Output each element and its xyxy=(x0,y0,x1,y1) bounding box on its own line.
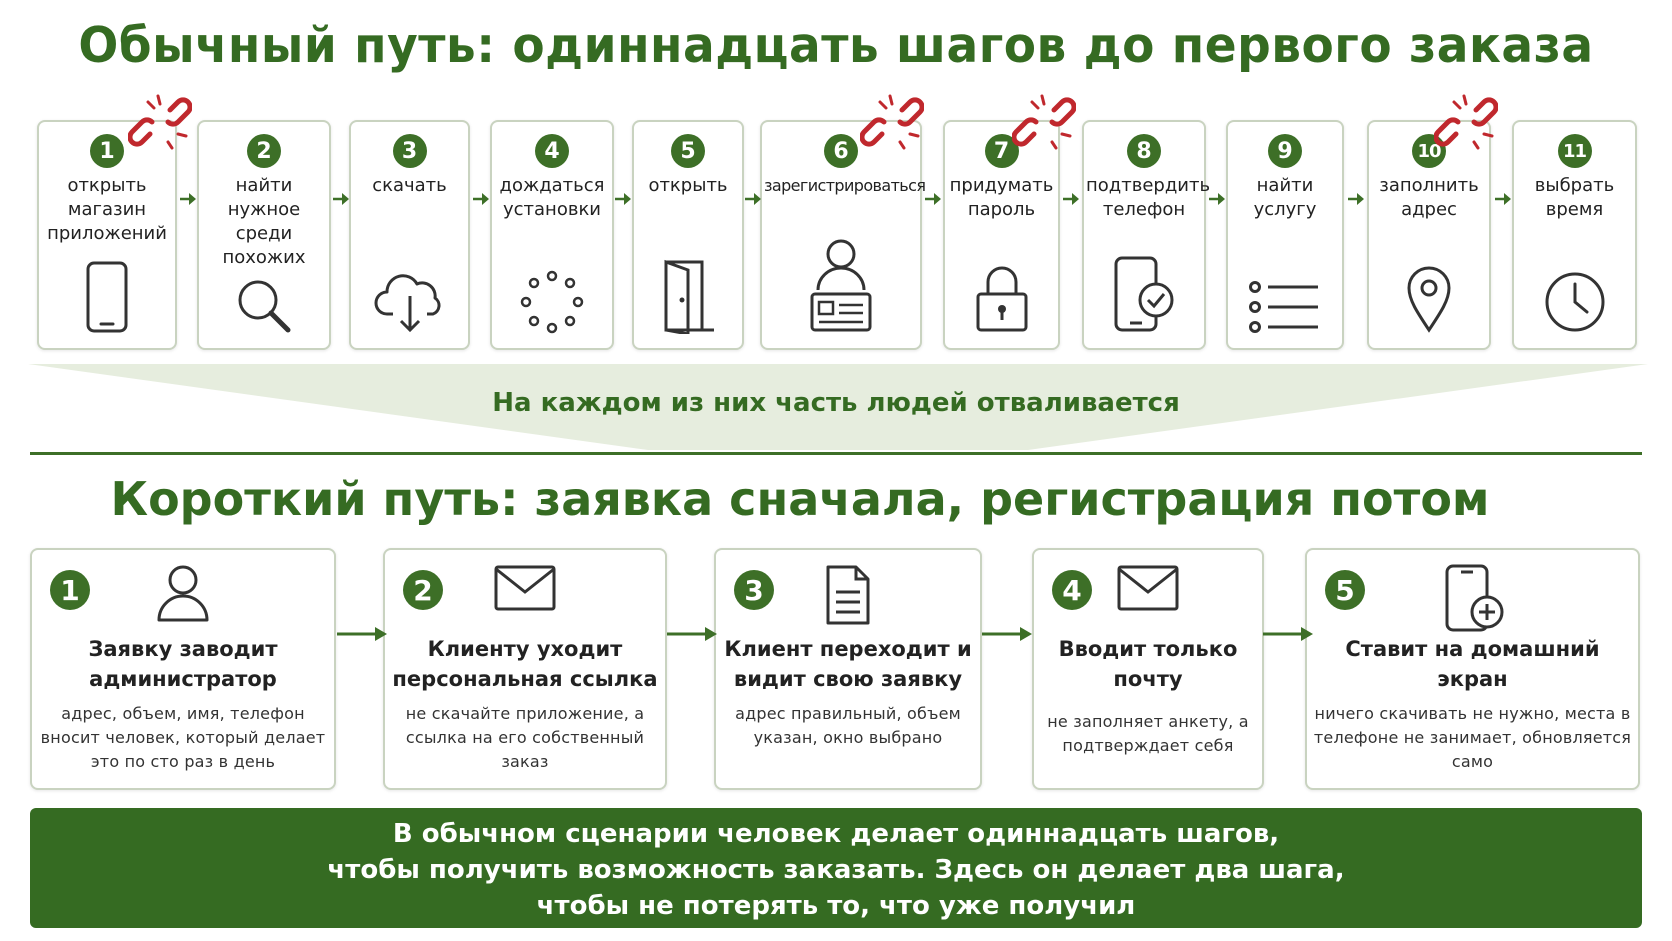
step-number: 1 xyxy=(90,134,124,168)
step-number: 1 xyxy=(50,570,90,610)
arrow-icon xyxy=(1063,192,1079,206)
step-5 xyxy=(632,120,744,350)
broken-link-icon xyxy=(1434,90,1498,154)
step-number: 3 xyxy=(734,570,774,610)
broken-link-icon xyxy=(128,90,192,154)
step-label: заполнить адрес xyxy=(1379,175,1479,220)
step-number: 6 xyxy=(824,134,858,168)
step-2 xyxy=(197,120,331,350)
step-label: зарегистрироваться xyxy=(764,176,926,195)
door-icon xyxy=(660,258,716,334)
card-title: Заявку заводит администратор xyxy=(88,637,278,691)
arrow-icon xyxy=(667,626,717,642)
step-1 xyxy=(37,120,177,350)
step-label: придумать пароль xyxy=(949,175,1054,220)
envelope-icon xyxy=(493,564,557,612)
summary-line-1: В обычном сценарии человек делает одиннадцать шагов, xyxy=(392,819,1280,849)
summary-line-3: чтобы не потерять то, что уже получил xyxy=(536,891,1136,921)
card-title: Вводит только почту xyxy=(1058,637,1238,691)
card-title: Клиенту уходит персональная ссылка xyxy=(392,637,658,691)
step-6 xyxy=(760,120,926,350)
step-label: скачать xyxy=(372,175,447,196)
step-4 xyxy=(490,120,614,350)
step-number: 4 xyxy=(1052,570,1092,610)
step-number: 5 xyxy=(671,134,705,168)
step-10 xyxy=(1367,120,1491,350)
user-id-card-icon xyxy=(808,238,874,334)
broken-link-icon xyxy=(860,90,924,154)
step-number: 2 xyxy=(403,570,443,610)
step-11 xyxy=(1512,120,1637,350)
envelope-icon xyxy=(1116,564,1180,612)
short-step-4 xyxy=(1032,548,1264,790)
step-number: 2 xyxy=(247,134,281,168)
step-label: открыть магазин приложений xyxy=(47,175,167,244)
loading-spinner-icon xyxy=(520,270,584,334)
card-text: адрес, объем, имя, телефон вносит человек, который делает это по сто раз в день xyxy=(40,704,326,771)
step-9 xyxy=(1226,120,1344,350)
card-title: Ставит на домашний экран xyxy=(1345,637,1600,691)
arrow-icon xyxy=(615,192,631,206)
arrow-icon xyxy=(1263,626,1313,642)
step-label: выбрать время xyxy=(1534,175,1615,220)
card-text: ничего скачивать не нужно, места в телефоне не занимает, обновляется само xyxy=(1313,704,1632,771)
phone-icon xyxy=(85,260,129,334)
summary-text xyxy=(30,816,1642,924)
step-8 xyxy=(1082,120,1211,350)
document-icon xyxy=(824,564,872,626)
arrow-icon xyxy=(1348,192,1364,206)
phone-check-icon xyxy=(1112,256,1176,334)
user-icon xyxy=(155,564,211,624)
card-text: не заполняет анкету, а подтверждает себя xyxy=(1047,712,1249,755)
section-divider xyxy=(30,452,1642,455)
arrow-icon xyxy=(925,192,941,206)
arrow-icon xyxy=(333,192,349,206)
step-label: подтвердить телефон xyxy=(1086,175,1211,220)
magnifier-icon xyxy=(236,278,292,334)
arrow-icon xyxy=(473,192,489,206)
arrow-icon xyxy=(982,626,1032,642)
step-number: 11 xyxy=(1558,134,1592,168)
step-7 xyxy=(943,120,1060,350)
card-title: Клиент переходит и видит свою заявку xyxy=(724,637,972,691)
arrow-icon xyxy=(337,626,387,642)
step-label: найти нужное среди похожих xyxy=(222,175,306,268)
short-step-3 xyxy=(714,548,982,790)
dropoff-text: На каждом из них часть людей отваливается xyxy=(492,388,1180,418)
step-number: 3 xyxy=(393,134,427,168)
arrow-icon xyxy=(745,192,761,206)
step-number: 8 xyxy=(1127,134,1161,168)
step-number: 9 xyxy=(1268,134,1302,168)
arrow-icon xyxy=(180,192,196,206)
card-text: не скачайте приложение, а ссылка на его собственный заказ xyxy=(405,704,645,771)
padlock-icon xyxy=(974,262,1030,334)
summary-box xyxy=(30,808,1642,928)
broken-link-icon xyxy=(1012,90,1076,154)
list-icon xyxy=(1248,280,1322,334)
step-3 xyxy=(349,120,470,350)
arrow-icon xyxy=(1495,192,1511,206)
step-number: 7 xyxy=(985,134,1019,168)
card-text: адрес правильный, объем указан, окно выбрано xyxy=(735,704,961,747)
cloud-download-icon xyxy=(373,270,447,334)
phone-add-icon xyxy=(1441,564,1505,634)
arrow-icon xyxy=(1209,192,1225,206)
short-step-5 xyxy=(1305,548,1640,790)
map-pin-icon xyxy=(1405,264,1453,334)
step-number: 10 xyxy=(1412,134,1446,168)
short-step-1 xyxy=(30,548,336,790)
summary-line-2: чтобы получить возможность заказать. Здесь он делает два шага, xyxy=(327,855,1345,885)
step-label: найти услугу xyxy=(1253,175,1317,220)
step-number: 4 xyxy=(535,134,569,168)
step-label: дождаться установки xyxy=(499,175,605,220)
step-label: открыть xyxy=(648,175,728,196)
short-step-2 xyxy=(383,548,667,790)
step-number: 5 xyxy=(1325,570,1365,610)
title-short-path: Короткий путь: заявка сначала, регистрация потом xyxy=(110,472,1490,526)
clock-icon xyxy=(1543,270,1607,334)
title-long-path: Обычный путь: одиннадцать шагов до первого заказа xyxy=(78,16,1594,75)
